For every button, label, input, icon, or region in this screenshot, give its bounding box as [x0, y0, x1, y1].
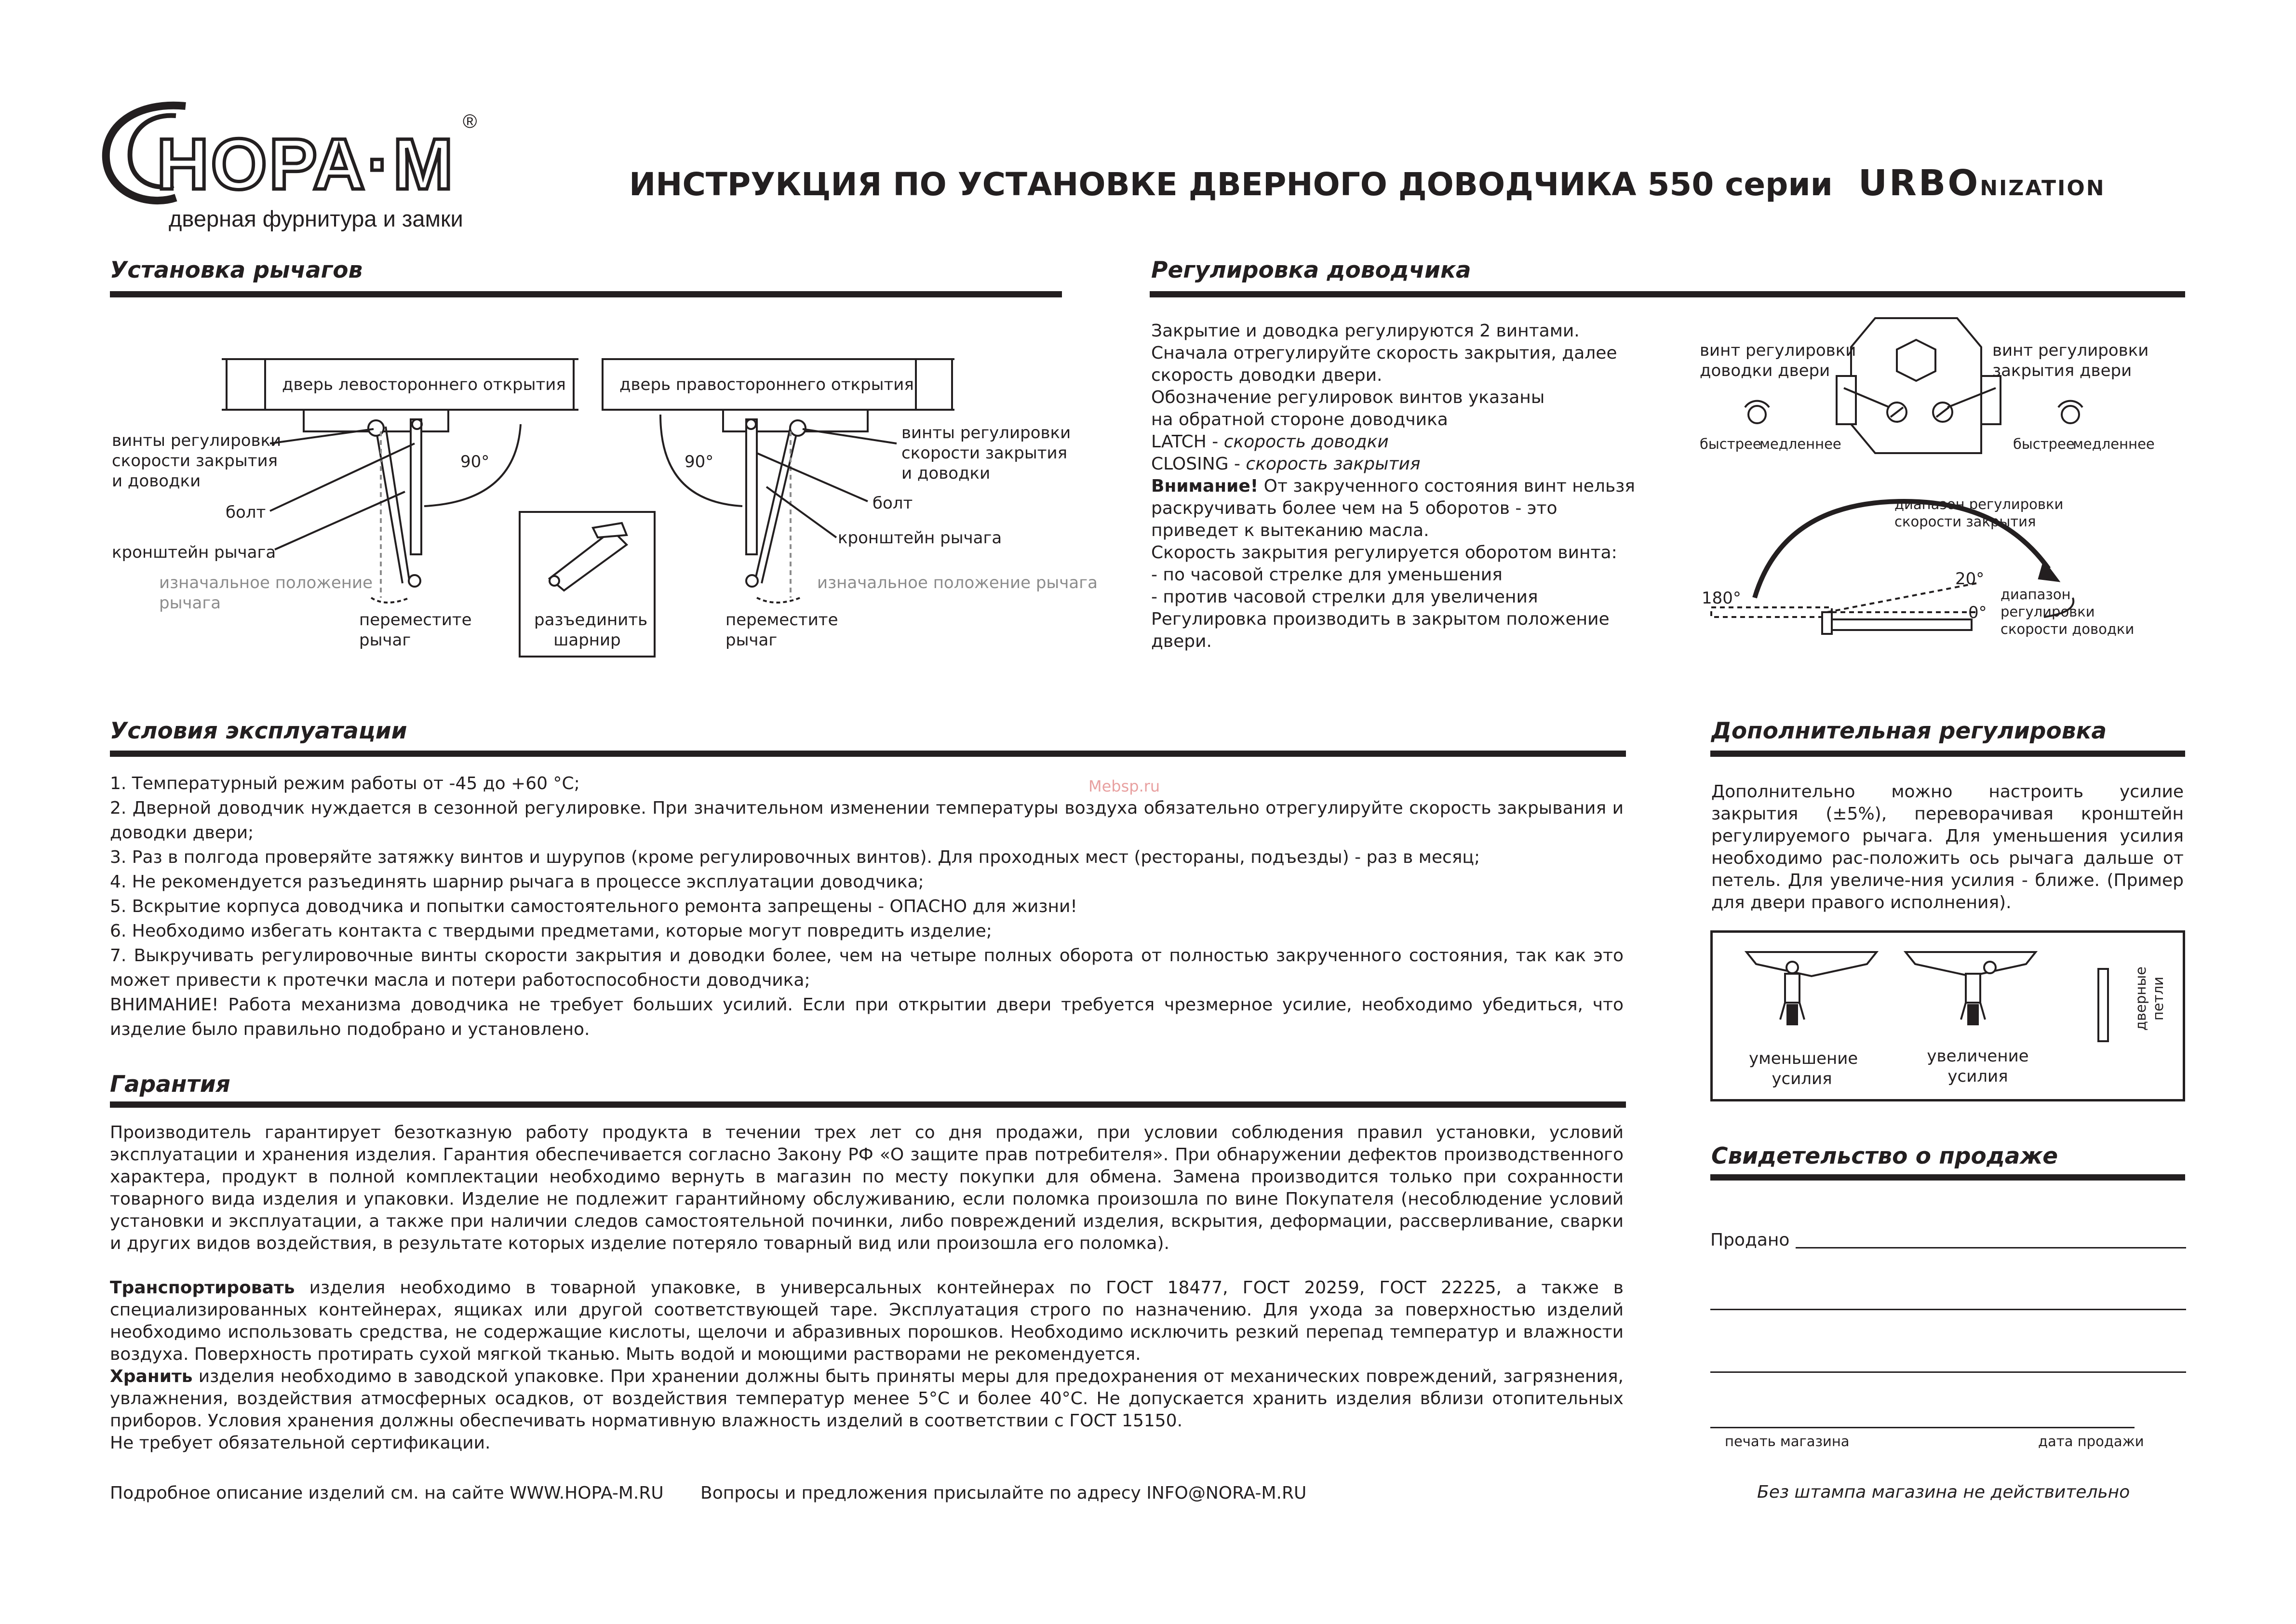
- increase-line: увеличение: [1927, 1047, 2029, 1066]
- right-angle-label: 90°: [685, 452, 714, 471]
- levers-diagram: [0, 0, 1109, 675]
- angle-20: 20°: [1955, 569, 1985, 589]
- brand-main: URBO: [1858, 162, 1980, 204]
- condition-item: 2. Дверной доводчик нуждается в сезонной регулировке. При значительном изменении температуры воздуха обязательно отрегулируйте скорость закрывания и доводки двери;: [110, 798, 1624, 843]
- warning-text: От закрученного состояния винт нельзя: [1258, 476, 1635, 496]
- logo-subtitle: дверная фурнитура и замки: [169, 206, 463, 231]
- regulation-line: скорость доводки двери.: [1151, 365, 1383, 385]
- right-screws-line: скорости закрытия: [901, 443, 1068, 463]
- slow-left: медленнее: [1759, 436, 1841, 452]
- disconnect-label: [534, 610, 648, 650]
- left-initial-line: изначальное положение: [159, 573, 373, 592]
- regulation-line: двери.: [1151, 631, 1212, 651]
- storage-text: изделия необходимо в заводской упаковке. При хранении должны быть приняты меры для предохранения от механических повреждений, загрязнения, увлажнения, воздействия атмосферных осадков, от воздействия температур менее 5°С и более 40°С. Не допускается хранить изделия вблизи отопительных приборов. Условия хранения должны обеспечивать нормативную влажность изделий в соответствии с ГОСТ 15150.: [110, 1367, 1624, 1431]
- sale-field-4[interactable]: [1710, 1427, 2135, 1428]
- section-title-sale: Свидетельство о продаже: [1711, 1143, 2058, 1169]
- increase-label: [1925, 1046, 2031, 1087]
- fast-right: быстрее: [2013, 436, 2075, 452]
- range-close-line: диапазон регулировки: [1894, 496, 2064, 512]
- condition-item: 7. Выкручивать регулировочные винты скорости закрытия и доводки более, чем на четыре полных оборота от полностью закрученного состояния, так как это может привести к протечки масла и потери работоспособности доводчика;: [110, 946, 1624, 990]
- section-rule: [110, 1101, 1626, 1108]
- section-title-regulation: Регулировка доводчика: [1151, 257, 1471, 283]
- regulation-line: раскручивать более чем на 5 оборотов - это: [1151, 498, 1558, 518]
- screw-left-line: доводки двери: [1700, 361, 1830, 380]
- left-initial-line: рычага: [159, 593, 221, 613]
- section-title-additional: Дополнительная регулировка: [1711, 718, 2107, 744]
- right-screws-label: [901, 423, 1071, 483]
- closing-value: скорость закрытия: [1246, 454, 1421, 474]
- section-title-levers: Установка рычагов: [110, 257, 363, 283]
- condition-item: 3. Раз в полгода проверяйте затяжку винтов и шурупов (кроме регулировочных винтов). Для проходных мест (рестораны, подъезды) - раз в месяц;: [110, 847, 1480, 867]
- section-rule: [1710, 751, 2185, 757]
- warning-line: [1151, 475, 1633, 497]
- left-screws-line: и доводки: [112, 471, 201, 491]
- brand-logo: [1858, 162, 2106, 204]
- left-angle-label: 90°: [460, 452, 490, 471]
- stamp-label: печать магазина: [1725, 1433, 1850, 1450]
- disconnect-line: шарнир: [553, 631, 621, 650]
- hinges-line: петли: [2150, 977, 2166, 1021]
- slow-right: медленнее: [2073, 436, 2155, 452]
- warranty-text: [110, 1122, 1624, 1454]
- hinges-line: дверные: [2133, 966, 2149, 1031]
- condition-item: 6. Необходимо избегать контакта с твердыми предметами, которые могут повредить изделие;: [110, 921, 992, 941]
- screw-left-line: винт регулировки: [1700, 341, 1856, 360]
- left-screws-label: [112, 430, 281, 491]
- left-door-label: дверь левостороннего открытия: [282, 375, 566, 394]
- right-screws-line: и доводки: [901, 464, 991, 483]
- sold-label: Продано: [1710, 1230, 1790, 1250]
- left-move-line: переместите: [359, 610, 472, 630]
- left-initial-label: [159, 573, 373, 613]
- date-label: дата продажи: [2038, 1433, 2144, 1450]
- latch-value: скорость доводки: [1223, 432, 1389, 452]
- cert-paragraph: Не требует обязательной сертификации.: [110, 1433, 491, 1453]
- warranty-paragraph: Производитель гарантирует безотказную работу продукта в течении трех лет со дня продажи, при условии соблюдения правил установки, условий эксплуатации и хранения изделия. Гарантия обеспечивается согласно Закону РФ «О защите прав потребителя». При обнаружении дефектов производственного характера, продукт в полной комплектации необходимо вернуть в магазин по месту покупки для обмена. Замена производится только при сохранности товарного вида изделия и упаковки. Изделие не подлежит гарантийному обслуживанию, если поломка произошла по вине Покупателя (несоблюдение условий установки и эксплуатации, а также при наличии следов самостоятельной починки, либо повреждений изделия, вскрытия, деформации, рассверливание, сварки и других видов воздействия, в результате которых изделие потеряло товарный вид или произошла его поломка).: [110, 1123, 1624, 1253]
- sale-note: Без штампа магазина не действительно: [1757, 1482, 2130, 1502]
- storage-paragraph: [110, 1366, 1624, 1432]
- range-close-label: [1894, 496, 2063, 530]
- range-latch-label: [2001, 586, 2134, 638]
- left-bolt-label: болт: [226, 503, 266, 522]
- left-bracket-label: кронштейн рычага: [112, 543, 276, 562]
- watermark: Mebsp.ru: [1088, 777, 1160, 795]
- warning-bold: Внимание!: [1151, 476, 1259, 496]
- screw-right-label: [1992, 340, 2148, 381]
- regulation-text: [1151, 320, 1633, 653]
- force-diagram: [1710, 930, 2185, 1101]
- screw-right-line: закрытия двери: [1992, 361, 2132, 380]
- section-rule: [1150, 291, 2185, 297]
- sale-field-3[interactable]: [1710, 1371, 2186, 1373]
- right-bolt-label: болт: [873, 494, 913, 513]
- regulation-line: Скорость закрытия регулируется оборотом винта:: [1151, 543, 1617, 563]
- closing-line: [1151, 453, 1633, 475]
- sold-field[interactable]: [1796, 1247, 2186, 1248]
- registered-mark: ®: [463, 111, 477, 132]
- logo-name: НОРА·М: [157, 123, 456, 204]
- decrease-label: [1749, 1048, 1858, 1089]
- range-close-line: скорости закрытия: [1894, 513, 2036, 530]
- range-latch-line: скорости доводки: [2001, 621, 2135, 637]
- left-screws-line: винты регулировки: [112, 431, 282, 450]
- right-initial-label: изначальное положение рычага: [817, 573, 1098, 592]
- left-screws-line: скорости закрытия: [112, 451, 278, 470]
- right-move-label: [725, 610, 838, 650]
- regulation-line: - против часовой стрелки для увеличения: [1151, 587, 1538, 607]
- transport-paragraph: [110, 1277, 1624, 1366]
- regulation-diagram: [1663, 299, 2217, 665]
- increase-line: усилия: [1947, 1067, 2008, 1086]
- transport-bold: Транспортировать: [110, 1278, 295, 1298]
- right-move-line: переместите: [725, 610, 838, 630]
- section-title-conditions: Условия эксплуатации: [110, 718, 407, 744]
- range-latch-line: регулировки: [2001, 604, 2095, 620]
- condition-item: 4. Не рекомендуется разъединять шарнир рычага в процессе эксплуатации доводчика;: [110, 872, 924, 892]
- page-title-text: ИНСТРУКЦИЯ ПО УСТАНОВКЕ ДВЕРНОГО ДОВОДЧИКА 550 серии: [629, 166, 1833, 203]
- disconnect-line: разъединить: [534, 610, 648, 630]
- brand-suffix: NIZATION: [1980, 176, 2106, 201]
- screw-right-line: винт регулировки: [1992, 341, 2149, 360]
- regulation-line: Закрытие и доводка регулируются 2 винтами.: [1151, 321, 1580, 341]
- footer-contact: Вопросы и предложения присылайте по адресу INFO@NORA-M.RU: [700, 1483, 1307, 1503]
- regulation-line: на обратной стороне доводчика: [1151, 410, 1448, 429]
- section-title-warranty: Гарантия: [110, 1071, 230, 1098]
- condition-item: 5. Вскрытие корпуса доводчика и попытки самостоятельного ремонта запрещены - ОПАСНО для жизни!: [110, 897, 1077, 916]
- angle-180: 180°: [1702, 589, 1741, 608]
- regulation-line: приведет к вытеканию масла.: [1151, 521, 1429, 540]
- fast-left: быстрее: [1700, 436, 1761, 452]
- screw-left-label: [1700, 340, 1856, 381]
- sale-field-2[interactable]: [1710, 1309, 2186, 1310]
- latch-line: [1151, 431, 1633, 453]
- regulation-line: - по часовой стрелке для уменьшения: [1151, 565, 1503, 585]
- footer-site: Подробное описание изделий см. на сайте WWW.HOPA-M.RU: [110, 1483, 664, 1503]
- condition-item: ВНИМАНИЕ! Работа механизма доводчика не требует больших усилий. Если при открытии двери требуется чрезмерное усилие, необходимо убедиться, что изделие было правильно подобрано и установлено.: [110, 995, 1624, 1039]
- hinges-label: [2132, 966, 2167, 1031]
- right-screws-line: винты регулировки: [901, 423, 1071, 443]
- regulation-line: Регулировка производить в закрытом положение: [1151, 609, 1610, 629]
- section-rule: [110, 751, 1626, 757]
- right-door-label: дверь правостороннего открытия: [619, 375, 914, 394]
- right-bracket-label: кронштейн рычага: [838, 528, 1002, 548]
- additional-text: Дополнительно можно настроить усилие закрытия (±5%), переворачивая кронштейн регулируемого рычага. Для уменьшения усилия необходимо рас-положить ось рычага дальше от петель. Для увеличе-ния усилия - ближе. (Пример для двери правого исполнения).: [1711, 782, 2184, 913]
- storage-bold: Хранить: [110, 1367, 193, 1386]
- section-rule: [1710, 1174, 2185, 1181]
- decrease-line: уменьшение: [1749, 1049, 1858, 1068]
- range-latch-line: диапазон: [2001, 586, 2071, 603]
- regulation-line: Сначала отрегулируйте скорость закрытия, далее: [1151, 343, 1617, 363]
- conditions-list: [110, 771, 1624, 1042]
- decrease-line: усилия: [1772, 1069, 1832, 1088]
- right-move-line: рычаг: [725, 631, 778, 650]
- closing-key: CLOSING -: [1151, 454, 1246, 474]
- angle-0: 0°: [1968, 603, 1987, 622]
- latch-key: LATCH -: [1151, 432, 1224, 452]
- left-move-label: [359, 610, 472, 650]
- left-move-line: рычаг: [359, 631, 411, 650]
- regulation-line: Обозначение регулировок винтов указаны: [1151, 388, 1545, 407]
- condition-item: 1. Температурный режим работы от -45 до +60 °С;: [110, 774, 580, 793]
- transport-text: изделия необходимо в товарной упаковке, в универсальных контейнерах по ГОСТ 18477, ГОСТ 20259, ГОСТ 22225, а также в специализированных контейнерах, ящиках или другой соответствующей таре. Эксплуатация строго по назначению. Для ухода за поверхностью изделий необходимо использовать средства, не содержащие кислоты, щелочи и абразивных порошков. Необходимо исключить резкий перепад температур и влажности воздуха. Поверхность протирать сухой мягкой тканью. Мыть водой и моющими растворами не рекомендуется.: [110, 1278, 1624, 1364]
